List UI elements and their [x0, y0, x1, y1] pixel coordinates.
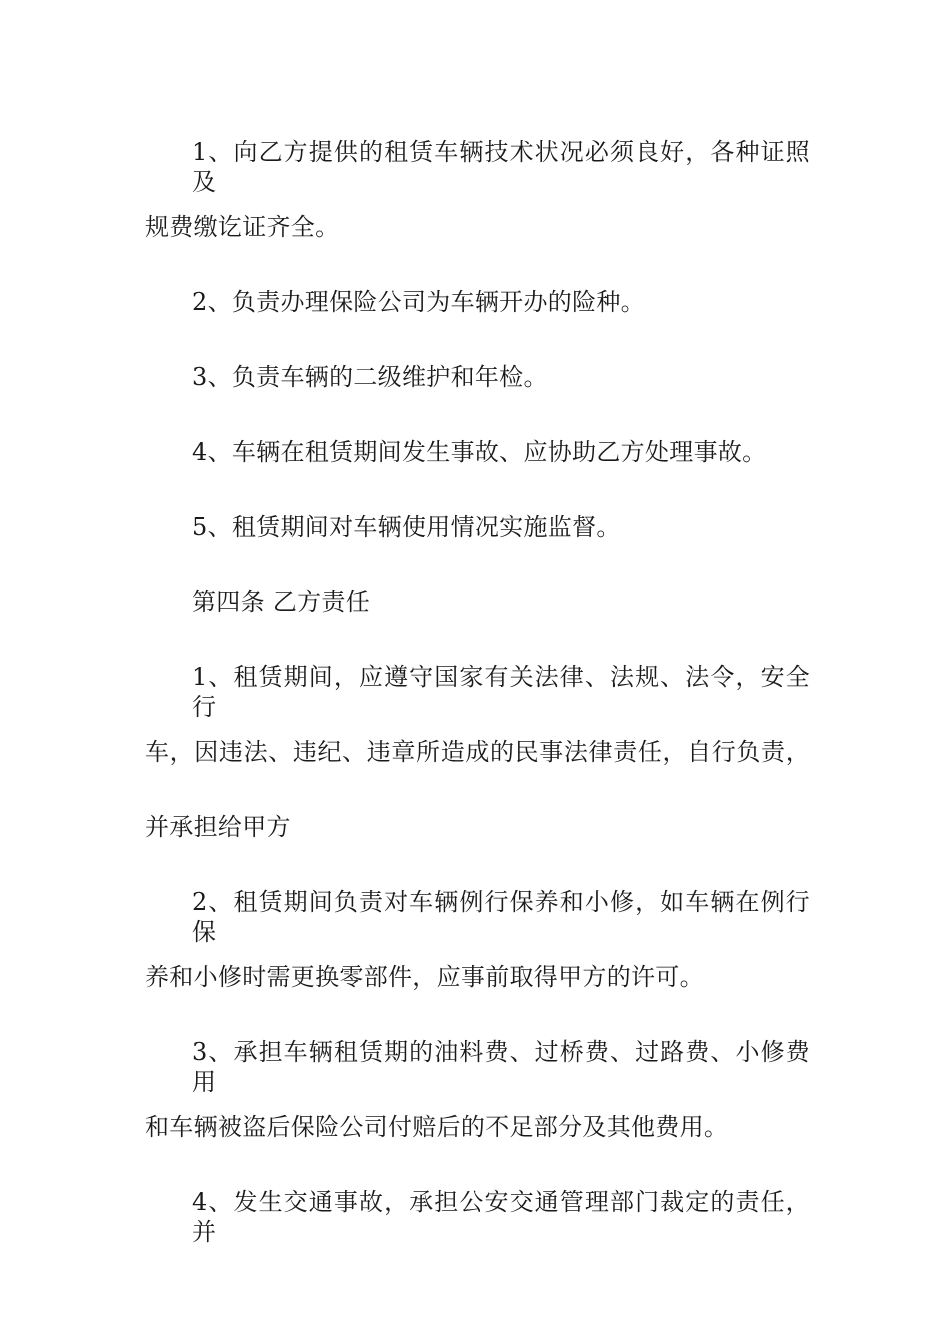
paragraph-line: 1、向乙方提供的租赁车辆技术状况必须良好，各种证照及: [192, 138, 810, 196]
paragraph-line: 2、负责办理保险公司为车辆开办的险种。: [192, 288, 645, 316]
paragraph-line: 3、承担车辆租赁期的油料费、过桥费、过路费、小修费用: [192, 1038, 810, 1096]
paragraph-line: 4、车辆在租赁期间发生事故、应协助乙方处理事故。: [192, 438, 767, 466]
paragraph-line: 车，因违法、违纪、违章所造成的民事法律责任，自行负责，: [145, 738, 810, 766]
paragraph-line: 并承担给甲方: [145, 813, 291, 841]
section-heading: 第四条 乙方责任: [192, 588, 371, 616]
paragraph-line: 4、发生交通事故，承担公安交通管理部门裁定的责任，并: [192, 1188, 810, 1246]
paragraph-line: 3、负责车辆的二级维护和年检。: [192, 363, 548, 391]
paragraph-line: 5、租赁期间对车辆使用情况实施监督。: [192, 513, 621, 541]
paragraph-line: 2、租赁期间负责对车辆例行保养和小修，如车辆在例行保: [192, 888, 810, 946]
paragraph-line: 和车辆被盗后保险公司付赔后的不足部分及其他费用。: [145, 1113, 729, 1141]
paragraph-line: 1、租赁期间，应遵守国家有关法律、法规、法令，安全行: [192, 663, 810, 721]
paragraph-line: 养和小修时需更换零部件，应事前取得甲方的许可。: [145, 963, 704, 991]
paragraph-line: 规费缴讫证齐全。: [145, 213, 340, 241]
